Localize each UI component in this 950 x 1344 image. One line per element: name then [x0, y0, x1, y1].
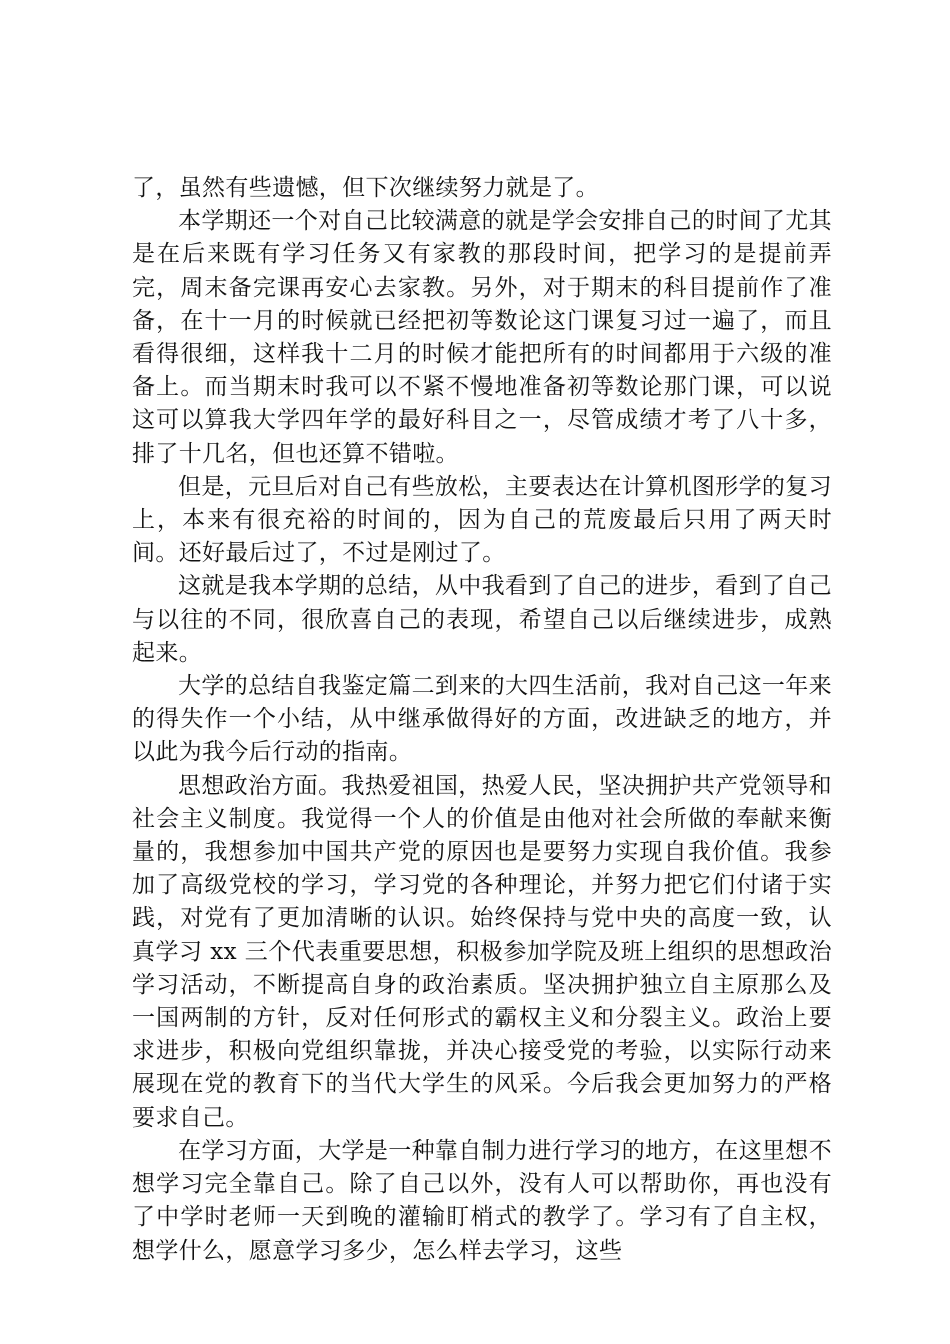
paragraph-7: 在学习方面，大学是一种靠自制力进行学习的地方，在这里想不想学习完全靠自己。除了自己以外，没有人可以帮助你，再也没有了中学时老师一天到晚的灌输盯梢式的教学了。学习有了自主权，想学什么，愿意学习多少，怎么样去学习，这些 — [132, 1137, 832, 1264]
paragraph-1: 了，虽然有些遗憾，但下次继续努力就是了。 — [132, 175, 599, 201]
paragraph-4: 这就是我本学期的总结，从中我看到了自己的进步，看到了自己与以往的不同，很欣喜自己的表现，希望自己以后继续进步，成熟起来。 — [132, 573, 832, 666]
paragraph-3: 但是，元旦后对自己有些放松，主要表达在计算机图形学的复习上，本来有很充裕的时间的，因为自己的荒废最后只用了两天时间。还好最后过了，不过是刚过了。 — [132, 473, 832, 567]
paragraph-6: 思想政治方面。我热爱祖国，热爱人民，坚决拥护共产党领导和社会主义制度。我觉得一个人的价值是由他对社会所做的奉献来衡量的，我想参加中国共产党的原因也是要努力实现自我价值。我参加了高级党校的学习，学习党的各种理论，并努力把它们付诸于实践，对党有了更加清晰的认识。始终保持与党中央的高度一致，认真学习 xx 三个代表重要思想，积极参加学院及班上组织的思想政治学习活动，不断提高自身的政治素质。坚决拥护独立自主原那么及一国两制的方针，反对任何形式的霸权主义和分裂主义。政治上要求进步，积极向党组织靠拢，并决心接受党的考验，以实际行动来展现在党的教育下的当代大学生的风采。今后我会更加努力的严格要求自己。 — [132, 772, 832, 1131]
document-body — [132, 172, 832, 1268]
paragraph-2: 本学期还一个对自己比较满意的就是学会安排自己的时间了尤其是在后来既有学习任务又有家教的那段时间，把学习的是提前弄完，周末备完课再安心去家教。另外，对于期末的科目提前作了准备，在十一月的时候就已经把初等数论这门课复习过一遍了，而且看得很细，这样我十二月的时候才能把所有的时间都用于六级的准备上。而当期末时我可以不紧不慢地准备初等数论那门课，可以说这可以算我大学四年学的最好科目之一，尽管成绩才考了八十多，排了十几名，但也还算不错啦。 — [132, 208, 832, 467]
paragraph-5: 大学的总结自我鉴定篇二到来的大四生活前，我对自己这一年来的得失作一个小结，从中继承做得好的方面，改进缺乏的地方，并以此为我今后行动的指南。 — [132, 673, 832, 766]
